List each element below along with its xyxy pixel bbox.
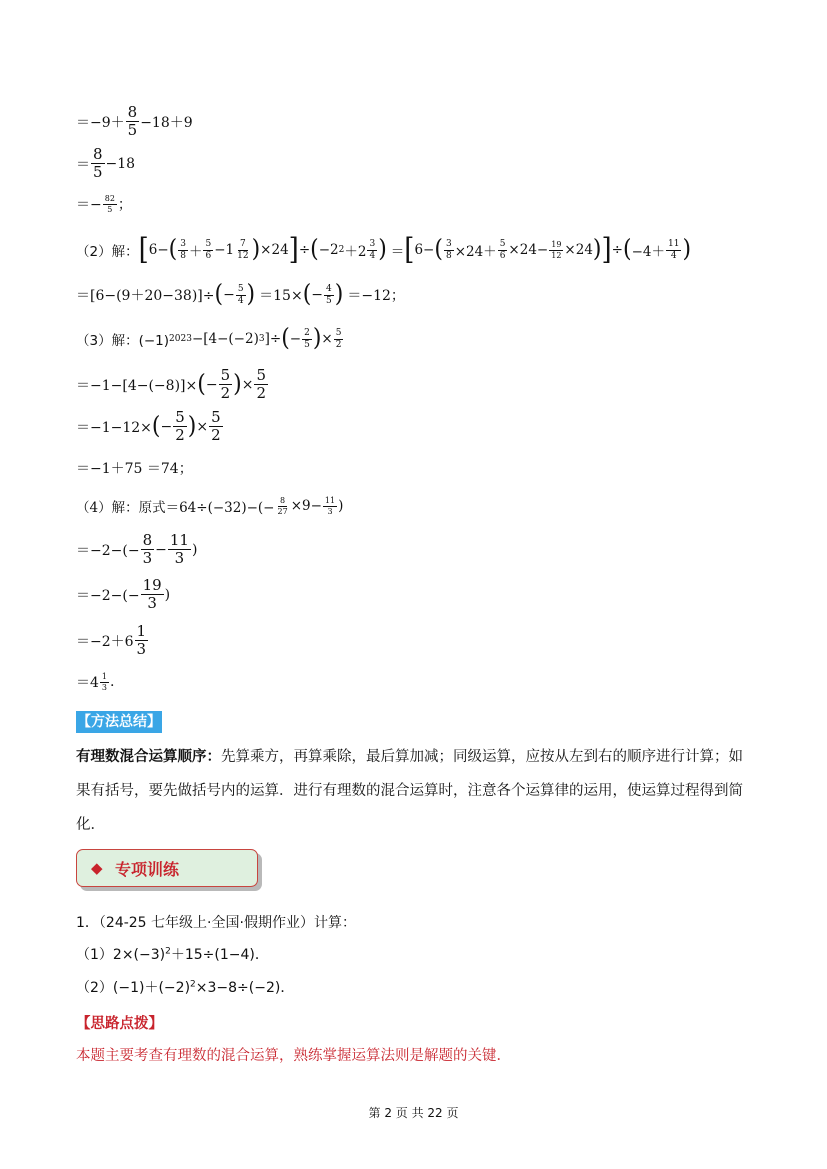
- expr-text: ×9−: [290, 498, 322, 514]
- expr-text: .: [110, 674, 115, 690]
- fraction: $\frac{4}{5}$: [326, 283, 332, 306]
- expr-text: （2）(−1)＋(−2): [76, 980, 191, 996]
- expr-text: ＝−: [76, 197, 102, 213]
- exponent: 2: [338, 245, 345, 255]
- fraction: $\frac{5}{2}$: [175, 408, 185, 444]
- fraction: $\frac{2}{5}$: [304, 327, 310, 350]
- expr-text: ；: [117, 197, 132, 213]
- fraction: $\frac{5}{2}$: [335, 327, 342, 350]
- expr-text: 6−: [148, 242, 169, 258]
- problem-4-line-3: [76, 578, 170, 611]
- fraction: $\frac{8}{5}$: [93, 145, 103, 181]
- problem-4-line-5: [76, 672, 114, 692]
- page-footer: 第 2 页 共 22 页: [368, 1106, 459, 1120]
- problem-label: （2）解：: [76, 244, 139, 260]
- fraction: $\frac{3}{8}$: [445, 238, 452, 261]
- expr-text: ＝15×: [259, 288, 303, 304]
- expr-text: ×3−8÷(−2)．: [195, 980, 295, 996]
- fraction: $\frac{7}{12}$: [237, 238, 249, 261]
- exponent: 2: [165, 946, 171, 957]
- step-line-1: [76, 105, 193, 138]
- expr-text: ＋2: [344, 244, 367, 260]
- fraction: $\frac{3}{4}$: [369, 238, 376, 261]
- fraction: $\frac{19}{3}$: [142, 576, 162, 612]
- fraction: $\frac{8}{27}$: [277, 495, 288, 516]
- expr-text: −[4−(−2): [191, 331, 259, 347]
- question-part-2: [76, 977, 294, 997]
- expr-text: ＝−2−(−: [76, 542, 140, 559]
- expr-text: ): [191, 541, 198, 558]
- expr-text: ＝−1−[4−(−8)]×: [76, 377, 198, 394]
- step-line-2: [76, 147, 135, 180]
- expr-text: ＝−1＋75 ＝74；: [76, 461, 193, 477]
- expr-text: ×24: [260, 242, 289, 258]
- fraction: $\frac{5}{4}$: [237, 283, 244, 306]
- expr-text: −4＋: [631, 244, 665, 260]
- expr-text: ×24＋: [454, 244, 497, 260]
- fraction: $\frac{11}{3}$: [324, 495, 336, 516]
- expr-text: ×24: [564, 242, 593, 258]
- diamond-icon: ◆: [91, 859, 103, 877]
- expr-text: ): [164, 586, 171, 603]
- problem-3-line-1: （3）解：(−1) 2023 −[4−(−2) 3 ]÷ ( − $\frac{2}{5}$ ) × $\frac{5}{2}$: [76, 324, 342, 353]
- section-header-special-training: [76, 849, 258, 887]
- expr-text: ÷: [298, 242, 311, 258]
- expr-text: ＝4: [76, 675, 99, 691]
- expr-text: ): [338, 498, 344, 514]
- section-title: 专项训练: [115, 860, 180, 879]
- fraction: $\frac{8}{5}$: [127, 103, 138, 139]
- method-summary-heading: 有理数混合运算顺序：: [76, 749, 221, 765]
- fraction: $\frac{82}{5}$: [104, 193, 115, 214]
- question-part-1: [76, 944, 269, 964]
- fraction: $\frac{1}{3}$: [101, 671, 108, 692]
- expr-text: ]÷: [264, 331, 282, 347]
- expr-text: −18＋9: [140, 114, 193, 131]
- expr-text: ＝−2＋6: [76, 633, 134, 650]
- expr-text: ＋15÷(1−4)．: [170, 947, 269, 963]
- expr-text: −18: [105, 155, 136, 172]
- expr-text: （1）2×(−3): [76, 947, 166, 963]
- fraction: $\frac{19}{12}$: [551, 239, 562, 260]
- fraction: $\frac{5}{6}$: [499, 238, 506, 261]
- exponent: 3: [258, 334, 265, 344]
- expr-text: ＝: [76, 156, 90, 173]
- hint-text: 本题主要考查有理数的混合运算，熟练掌握运算法则是解题的关键．: [76, 1048, 511, 1064]
- expr-text: ＝−1−12×: [76, 419, 152, 436]
- question-heading: 1．（24-25 七年级上·全国·假期作业）计算：: [76, 915, 356, 931]
- fraction: $\frac{3}{8}$: [180, 238, 186, 261]
- expr-text: ×: [321, 331, 333, 347]
- fraction: $\frac{5}{2}$: [256, 366, 266, 402]
- expr-text: ＝−9＋: [76, 114, 125, 131]
- fraction: $\frac{5}{6}$: [205, 238, 212, 261]
- problem-4-line-4: [76, 624, 149, 657]
- method-summary-text: 先算乘方，再算乘除，最后算加减；同级运算，应按从左到右的顺序进行计算；如果有括号，要先做括号内的运算．进行有理数的混合运算时，注意各个运算律的运用，使运算过程得到简化．: [76, 749, 743, 833]
- fraction: $\frac{5}{2}$: [220, 366, 231, 402]
- expr-text: ＝−12；: [347, 288, 405, 304]
- problem-2-line-1: （2）解： [ 6− ( $\frac{3}{8}$ ＋ $\frac{5}{6}$ − 1 $\frac{7}{12}$ ) ×24 ] ÷ ( −2 2 ＋2 $\frac{3}{4}$ ) ＝ [ 6− ( $\frac{3}{8}$ ×24＋ $\frac{5}{6}$ ×24− $\frac{19}{12}$ ×24 ) ] ÷ ( −4＋ $\frac{11}{4}$ ): [76, 232, 692, 268]
- method-summary-tag: 【方法总结】: [76, 711, 162, 733]
- hint-tag: 【思路点拨】: [76, 1016, 163, 1032]
- fraction: $\frac{8}{3}$: [142, 531, 153, 567]
- problem-3-line-4: [76, 458, 193, 478]
- expr-text: ＝−2−(−: [76, 587, 140, 604]
- expr-text: 1: [225, 242, 235, 258]
- problem-4-line-1: [76, 496, 343, 516]
- fraction: $\frac{1}{3}$: [136, 622, 147, 658]
- fraction: $\frac{11}{4}$: [667, 238, 680, 261]
- problem-2-line-2: ＝[6−(9＋20−38)]÷ ( − $\frac{5}{4}$ ) ＝15× ( − $\frac{4}{5}$ ) ＝−12；: [76, 280, 405, 309]
- expr-text: ＝[6−(9＋20−38)]÷: [76, 288, 215, 304]
- method-summary-paragraph: [76, 740, 752, 842]
- problem-label: （3）解：(−1): [76, 333, 170, 349]
- fraction: $\frac{11}{3}$: [169, 531, 189, 567]
- problem-3-line-2: ＝−1−[4−(−8)]× ( − $\frac{5}{2}$ ) × $\frac{5}{2}$: [76, 366, 266, 402]
- exponent: 2023: [169, 334, 192, 344]
- expr-text: ＝: [390, 244, 405, 260]
- expr-text: −2: [318, 242, 339, 258]
- expr-text: ×24−: [508, 242, 549, 258]
- fraction: $\frac{5}{2}$: [211, 408, 221, 444]
- problem-4-line-2: ＝−2−(− $\frac{8}{3}$ − $\frac{11}{3}$ ): [76, 531, 198, 567]
- expr-text: ÷: [611, 242, 623, 258]
- exponent: 2: [190, 979, 196, 990]
- problem-label: （4）解：原式＝64÷(−32)−(−: [76, 500, 275, 516]
- problem-3-line-3: ＝−1−12× ( − $\frac{5}{2}$ ) × $\frac{5}{2}$: [76, 408, 221, 444]
- step-line-3: [76, 194, 132, 214]
